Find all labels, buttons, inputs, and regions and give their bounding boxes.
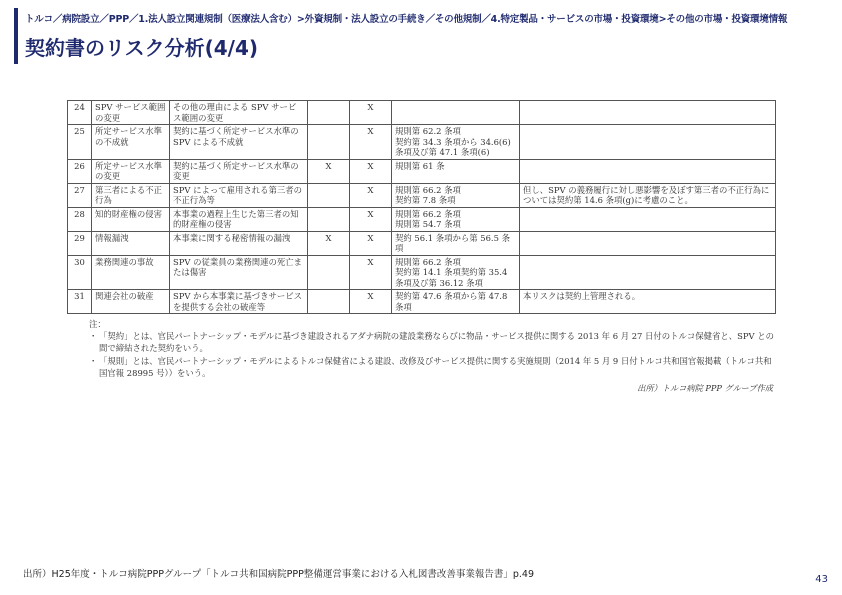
notes-section xyxy=(67,318,779,379)
allocation-mark-cell xyxy=(308,290,350,314)
document-source-note: 出所）トルコ病院 PPP グループ作成 xyxy=(637,382,773,393)
table-row xyxy=(68,183,776,207)
risk-category-cell: 知的財産権の侵害 xyxy=(92,207,170,231)
risk-event-cell: SPV から本事業に基づきサービスを提供する会社の破産等 xyxy=(170,290,308,314)
footer-source: 出所）H25年度・トルコ病院PPPグループ「トルコ共和国病院PPP整備運営事業における入札図書改善事業報告書」p.49 xyxy=(23,569,534,580)
allocation-mark-cell: X xyxy=(350,159,392,183)
allocation-mark-cell: X xyxy=(350,231,392,255)
risk-number-cell: 30 xyxy=(68,255,92,290)
document-image xyxy=(67,100,775,394)
allocation-mark-cell xyxy=(308,255,350,290)
allocation-mark-cell: X xyxy=(308,159,350,183)
risk-event-cell: 本事業に関する秘密情報の漏洩 xyxy=(170,231,308,255)
remarks-cell: 本リスクは契約上管理される。 xyxy=(520,290,776,314)
allocation-mark-cell: X xyxy=(350,290,392,314)
reference-cell: 規則第 66.2 条項 契約第 7.8 条項 xyxy=(392,183,520,207)
reference-cell: 規則第 61 条 xyxy=(392,159,520,183)
note-item xyxy=(89,355,779,379)
notes-heading: 注： xyxy=(89,319,106,329)
risk-event-cell: SPV の従業員の業務関連の死亡または傷害 xyxy=(170,255,308,290)
title-accent-bar xyxy=(14,8,18,64)
remarks-cell xyxy=(520,231,776,255)
risk-category-cell: 第三者による不正行為 xyxy=(92,183,170,207)
risk-number-cell: 24 xyxy=(68,101,92,125)
allocation-mark-cell: X xyxy=(350,125,392,160)
remarks-cell: 但し、SPV の義務履行に対し悪影響を及ぼす第三者の不正行為については契約第 14.6 条項(g)に考慮のこと。 xyxy=(520,183,776,207)
risk-number-cell: 28 xyxy=(68,207,92,231)
table-row xyxy=(68,159,776,183)
reference-cell: 規則第 62.2 条項 契約第 34.3 条項から 34.6(6)条項及び第 47.1 条項(6) xyxy=(392,125,520,160)
table-row xyxy=(68,101,776,125)
risk-event-cell: 契約に基づく所定サービス水準の SPV による不成就 xyxy=(170,125,308,160)
allocation-mark-cell: X xyxy=(350,207,392,231)
reference-cell xyxy=(392,101,520,125)
risk-category-cell: 業務関連の事故 xyxy=(92,255,170,290)
risk-number-cell: 25 xyxy=(68,125,92,160)
table-row xyxy=(68,231,776,255)
risk-number-cell: 29 xyxy=(68,231,92,255)
note-text: 「規則」とは、官民パートナーシップ・モデルによるトルコ保健省による建設、改修及びサービス提供に関する実施規則（2014 年 5 月 9 日付トルコ共和国官報掲載（トルコ共和国官報 28995 号））をいう。 xyxy=(99,355,772,378)
allocation-mark-cell: X xyxy=(350,101,392,125)
page-number: 43 xyxy=(815,574,828,585)
allocation-mark-cell xyxy=(308,183,350,207)
risk-event-cell: SPV によって雇用される第三者の不正行為等 xyxy=(170,183,308,207)
allocation-mark-cell xyxy=(308,125,350,160)
risk-number-cell: 31 xyxy=(68,290,92,314)
reference-cell: 契約 56.1 条項から第 56.5 条項 xyxy=(392,231,520,255)
remarks-cell xyxy=(520,159,776,183)
breadcrumb: トルコ／病院設立／PPP／1.法人設立関連規制（医療法人含む）>外資規制・法人設立の手続き／その他規制／4.特定製品・サービスの市場・投資環境>その他の市場・投資環境情報 xyxy=(25,14,788,25)
allocation-mark-cell: X xyxy=(308,231,350,255)
reference-cell: 規則第 66.2 条項 契約第 14.1 条項契約第 35.4 条項及び第 36.12 条項 xyxy=(392,255,520,290)
risk-number-cell: 27 xyxy=(68,183,92,207)
risk-category-cell: SPV サービス範囲の変更 xyxy=(92,101,170,125)
risk-category-cell: 情報漏洩 xyxy=(92,231,170,255)
risk-event-cell: 本事業の過程上生じた第三者の知的財産権の侵害 xyxy=(170,207,308,231)
note-item xyxy=(89,330,779,354)
table-row xyxy=(68,255,776,290)
allocation-mark-cell: X xyxy=(350,255,392,290)
remarks-cell xyxy=(520,255,776,290)
risk-event-cell: その他の理由による SPV サービス範囲の変更 xyxy=(170,101,308,125)
risk-number-cell: 26 xyxy=(68,159,92,183)
risk-category-cell: 所定サービス水準の変更 xyxy=(92,159,170,183)
page-title: 契約書のリスク分析(4/4) xyxy=(25,36,259,60)
remarks-cell xyxy=(520,207,776,231)
reference-cell: 規則第 66.2 条項 規則第 54.7 条項 xyxy=(392,207,520,231)
risk-event-cell: 契約に基づく所定サービス水準の変更 xyxy=(170,159,308,183)
table-row xyxy=(68,290,776,314)
remarks-cell xyxy=(520,125,776,160)
remarks-cell xyxy=(520,101,776,125)
table-row xyxy=(68,125,776,160)
allocation-mark-cell: X xyxy=(350,183,392,207)
risk-table xyxy=(67,100,776,314)
table-row xyxy=(68,207,776,231)
allocation-mark-cell xyxy=(308,207,350,231)
note-bullet: ・ xyxy=(89,331,98,342)
allocation-mark-cell xyxy=(308,101,350,125)
note-bullet: ・ xyxy=(89,355,98,366)
risk-category-cell: 所定サービス水準の不成就 xyxy=(92,125,170,160)
risk-category-cell: 関連会社の破産 xyxy=(92,290,170,314)
reference-cell: 契約第 47.6 条項から第 47.8 条項 xyxy=(392,290,520,314)
note-text: 「契約」とは、官民パートナーシップ・モデルに基づき建設されるアダナ病院の建設業務ならびに物品・サービス提供に関する 2013 年 6 月 27 日付のトルコ保健省と、SPV との間で締結された契約をいう。 xyxy=(99,331,775,354)
